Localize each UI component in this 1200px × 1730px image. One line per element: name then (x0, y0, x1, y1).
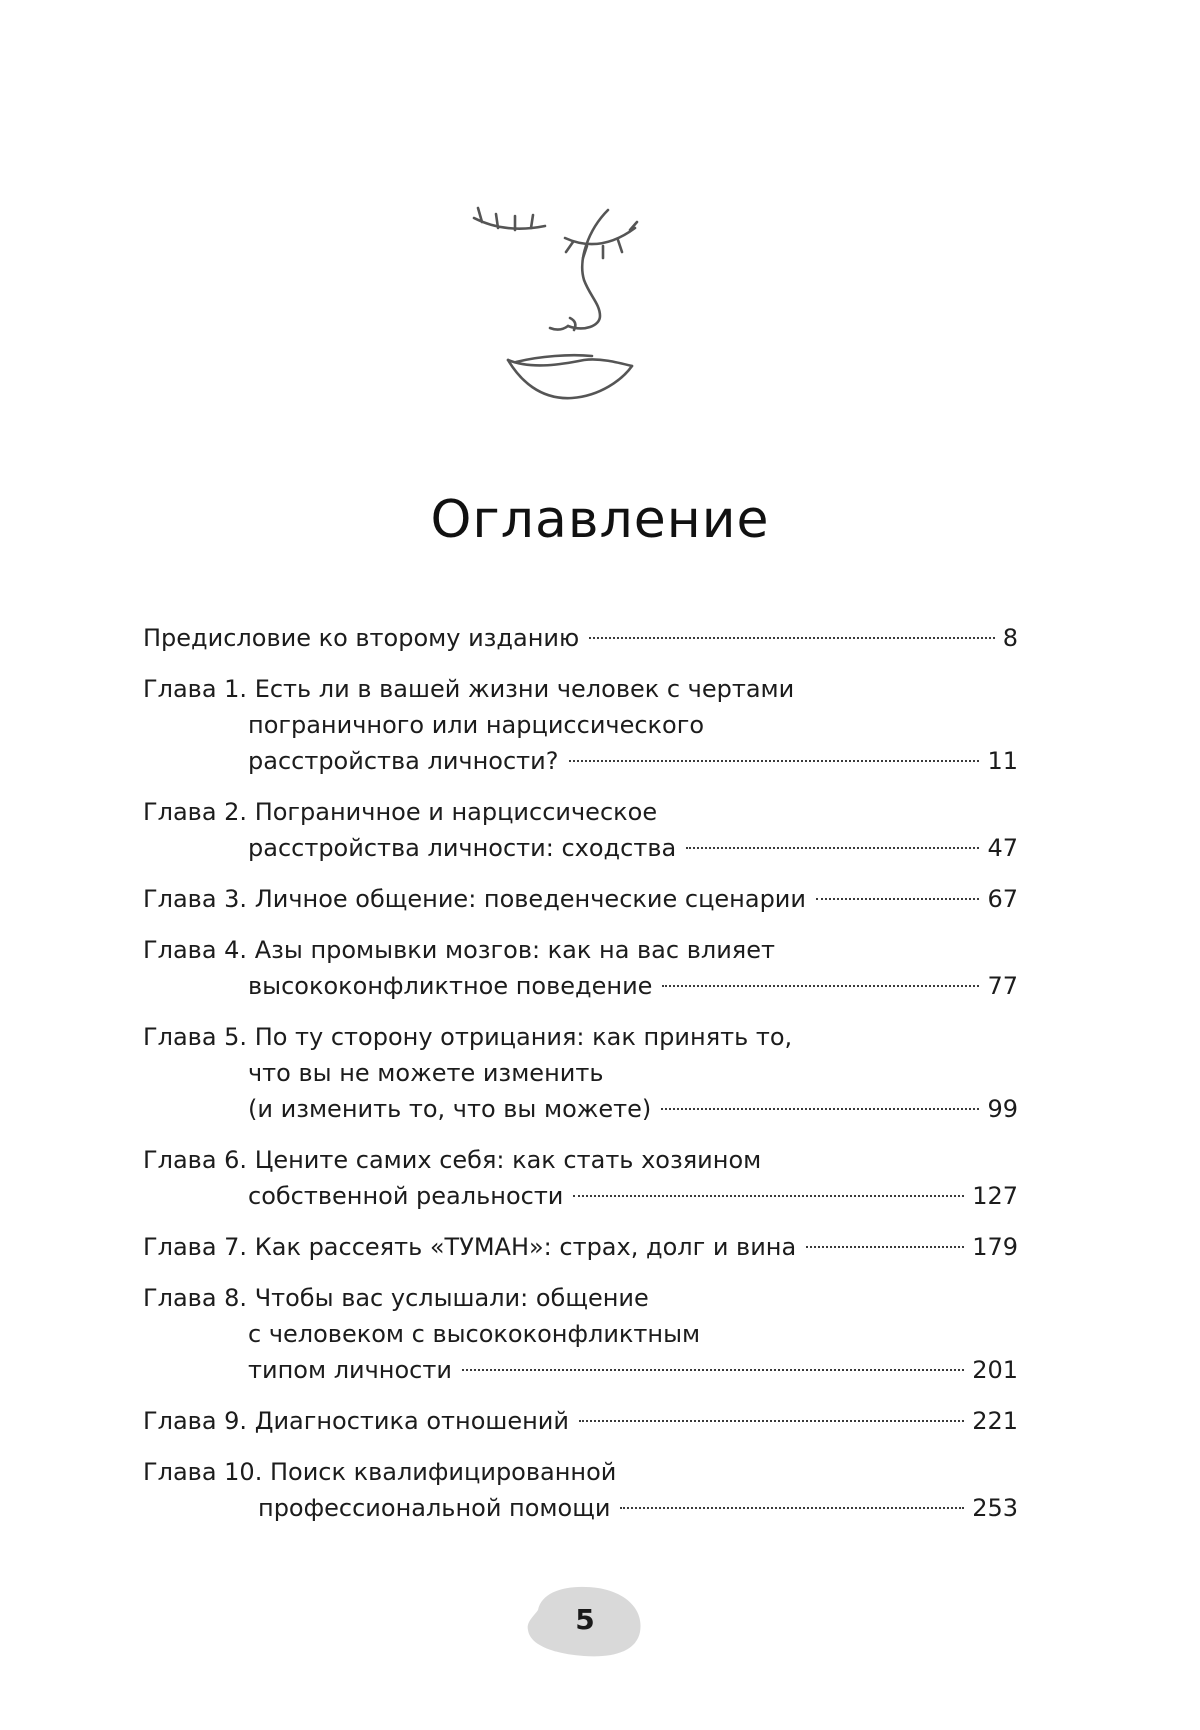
toc-entry[interactable] (143, 794, 1018, 866)
toc-entry-line: пограничного или нарциссического (248, 711, 705, 739)
toc-page-number: 47 (987, 834, 1018, 862)
toc-entry-line: Глава 1. Есть ли в вашей жизни человек с чертами (143, 675, 795, 703)
toc-page-number: 221 (972, 1407, 1018, 1435)
dot-leader (573, 1195, 964, 1197)
dot-leader (661, 1108, 979, 1110)
page-number-badge (520, 1580, 650, 1660)
toc-page-number: 77 (987, 972, 1018, 1000)
toc-entry[interactable] (143, 1454, 1018, 1526)
dot-leader (686, 847, 979, 849)
dot-leader (620, 1507, 964, 1509)
toc-entry-line: Глава 8. Чтобы вас услышали: общение (143, 1284, 649, 1312)
toc-entry-line: собственной реальности (248, 1182, 564, 1210)
dot-leader (462, 1369, 964, 1371)
toc-entry[interactable] (143, 1280, 1018, 1388)
toc-entry-line: (и изменить то, что вы можете) (248, 1095, 652, 1123)
toc-entry-line: Предисловие ко второму изданию (143, 624, 580, 652)
toc-entry[interactable] (143, 671, 1018, 779)
toc-page-number: 201 (972, 1356, 1018, 1384)
toc-entry-line: Глава 5. По ту сторону отрицания: как принять то, (143, 1023, 793, 1051)
toc-page-number: 179 (972, 1233, 1018, 1261)
toc-entry-line: Глава 4. Азы промывки мозгов: как на вас влияет (143, 936, 775, 964)
toc-entry-line: Глава 10. Поиск квалифицированной (143, 1458, 617, 1486)
dot-leader (589, 637, 995, 639)
toc-entry-line: профессиональной помощи (258, 1494, 611, 1522)
toc-entry-line: высококонфликтное поведение (248, 972, 653, 1000)
dot-leader (569, 760, 980, 762)
toc-page-number: 67 (987, 885, 1018, 913)
toc-entry[interactable] (143, 1229, 1018, 1265)
toc-entry-line: расстройства личности? (248, 747, 559, 775)
toc-entry[interactable] (143, 1019, 1018, 1127)
dot-leader (579, 1420, 964, 1422)
toc-page-number: 11 (987, 747, 1018, 775)
toc-page-number: 127 (972, 1182, 1018, 1210)
face-line-drawing-icon (460, 200, 720, 430)
toc-entry-line: что вы не можете изменить (248, 1059, 604, 1087)
table-of-contents (143, 620, 1018, 1541)
page-number: 5 (575, 1603, 595, 1636)
toc-page-number: 8 (1002, 624, 1018, 652)
toc-page-number: 99 (987, 1095, 1018, 1123)
dot-leader (662, 985, 979, 987)
toc-entry-line: Глава 2. Пограничное и нарциссическое (143, 798, 658, 826)
toc-entry[interactable] (143, 1403, 1018, 1439)
toc-entry-line: с человеком с высококонфликтным (248, 1320, 701, 1348)
toc-entry[interactable] (143, 1142, 1018, 1214)
toc-entry-line: расстройства личности: сходства (248, 834, 677, 862)
dot-leader (806, 1246, 964, 1248)
toc-title: Оглавление (430, 490, 770, 550)
toc-entry-line: Глава 9. Диагностика отношений (143, 1407, 569, 1435)
dot-leader (816, 898, 979, 900)
toc-entry[interactable] (143, 932, 1018, 1004)
toc-entry[interactable] (143, 620, 1018, 656)
toc-entry[interactable] (143, 881, 1018, 917)
toc-entry-line: Глава 7. Как рассеять «ТУМАН»: страх, долг и вина (143, 1233, 797, 1261)
toc-entry-line: Глава 6. Цените самих себя: как стать хозяином (143, 1146, 762, 1174)
toc-entry-line: Глава 3. Личное общение: поведенческие сценарии (143, 885, 806, 913)
toc-entry-line: типом личности (248, 1356, 452, 1384)
toc-page-number: 253 (972, 1494, 1018, 1522)
